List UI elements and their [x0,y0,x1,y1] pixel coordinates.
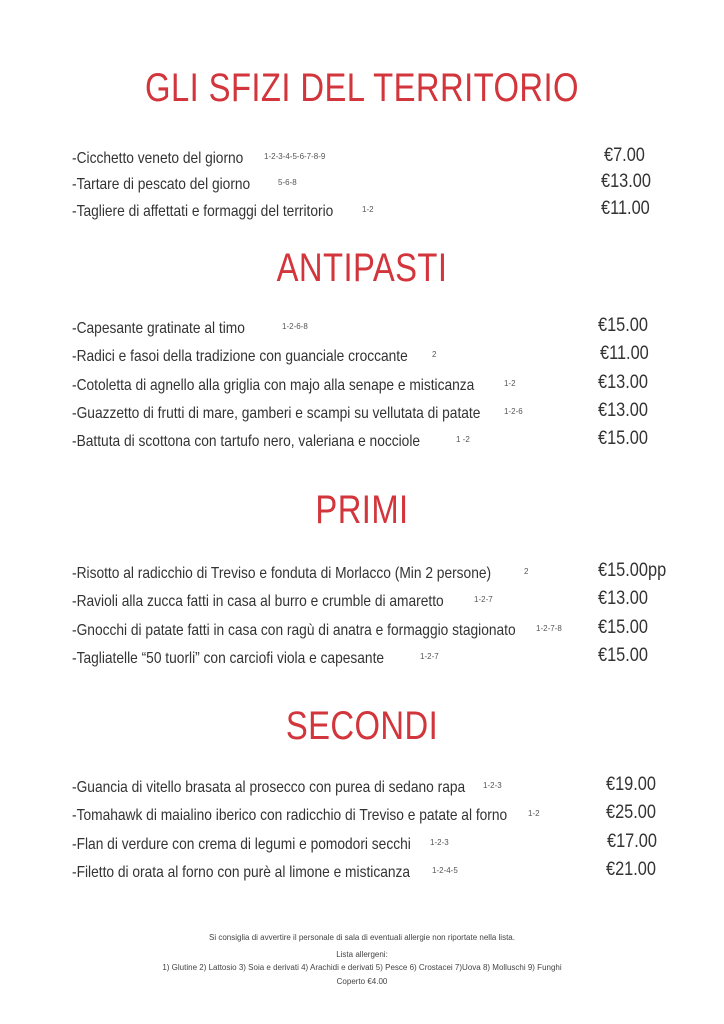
menu-item-price: €13.00 [598,372,648,393]
menu-item [0,315,724,344]
menu-item-name: -Battuta di scottona con tartufo nero, valeriana e nocciole [72,433,421,450]
section-title-sfizi: GLI SFIZI DEL TERRITORIO [145,66,579,110]
menu-item-price: €7.00 [604,145,645,166]
menu-item-price: €11.00 [601,198,650,219]
allergen-heading: Lista allergeni: [336,950,388,959]
menu-item-name: -Filetto di orata al forno con purè al limone e misticanza [72,864,411,881]
menu-item [0,859,724,888]
menu-item-price: €15.00 [598,617,648,638]
menu-item [0,831,724,860]
coperto-charge: Coperto €4.00 [336,977,388,986]
menu-item-name: -Tagliatelle “50 tuorli” con carciofi viola e capesante [72,650,385,667]
menu-item-name: -Guancia di vitello brasata al prosecco con purea di sedano rapa [72,779,466,796]
menu-item [0,400,724,429]
section-title-antipasti: ANTIPASTI [276,246,448,290]
menu-item-name: -Gnocchi di patate fatti in casa con ragù di anatra e formaggio stagionato [72,622,516,639]
menu-item-price: €15.00 [598,645,648,666]
section-title-secondi: SECONDI [285,704,439,748]
menu-item-allergens: 1-2 [528,809,540,818]
menu-item [0,198,724,227]
menu-item-price: €13.00 [598,588,648,609]
menu-item [0,645,724,674]
menu-item [0,774,724,803]
menu-item-name: -Tagliere di affettati e formaggi del territorio [72,203,334,220]
menu-item-name: -Tartare di pescato del giorno [72,176,251,193]
menu-item-allergens: 1-2-6 [504,407,523,416]
menu-item-name: -Cotoletta di agnello alla griglia con majo alla senape e misticanza [72,377,475,394]
menu-item-name: -Tomahawk di maialino iberico con radicchio di Treviso e patate al forno [72,807,508,824]
menu-item-price: €15.00pp [598,560,667,581]
menu-item-allergens: 2 [524,567,529,576]
allergen-list: 1) Glutine 2) Lattosio 3) Soia e derivati 4) Arachidi e derivati 5) Pesce 6) Crostacei 7)Uova 8) Molluschi 9) Funghi [162,963,562,972]
menu-item-price: €13.00 [601,171,651,192]
menu-item-allergens: 1-2 [504,379,516,388]
menu-item-allergens: 1-2-7 [420,652,439,661]
menu-item-allergens: 1-2-3 [430,838,449,847]
menu-item [0,588,724,617]
menu-item-price: €19.00 [606,774,656,795]
menu-item-allergens: 1-2-4-5 [432,866,458,875]
menu-item-price: €15.00 [598,315,648,336]
menu-item-allergens: 1-2-3 [483,781,502,790]
menu-item-price: €11.00 [600,343,649,364]
menu-item [0,560,724,589]
menu-item-allergens: 1-2-3-4-5-6-7-8-9 [264,152,326,161]
menu-item-name: -Flan di verdure con crema di legumi e pomodori secchi [72,836,411,853]
menu-item-allergens: 1-2-7 [474,595,493,604]
menu-item [0,428,724,457]
section-title-primi: PRIMI [315,488,409,532]
menu-item-price: €13.00 [598,400,648,421]
allergy-notice: Si consiglia di avvertire il personale di sala di eventuali allergie non riportate nella lista. [209,933,515,942]
menu-item-name: -Capesante gratinate al timo [72,320,245,337]
menu-item-price: €21.00 [606,859,656,880]
menu-item-allergens: 1-2-7-8 [536,624,562,633]
menu-item-allergens: 2 [432,350,437,359]
menu-item [0,617,724,646]
menu-item-allergens: 1-2-6-8 [282,322,308,331]
menu-item [0,343,724,372]
menu-item-name: -Guazzetto di frutti di mare, gamberi e scampi su vellutata di patate [72,405,481,422]
menu-item [0,372,724,401]
menu-item-allergens: 5-6-8 [278,178,297,187]
menu-item-price: €17.00 [607,831,657,852]
menu-item-name: -Cicchetto veneto del giorno [72,150,244,167]
menu-item [0,802,724,831]
menu-item-allergens: 1-2 [362,205,374,214]
menu-item-name: -Radici e fasoi della tradizione con guanciale croccante [72,348,408,365]
menu-item-name: -Ravioli alla zucca fatti in casa al burro e crumble di amaretto [72,593,444,610]
menu-item-price: €25.00 [606,802,656,823]
menu-item-price: €15.00 [598,428,648,449]
menu-item-allergens: 1 -2 [456,435,470,444]
menu-item-name: -Risotto al radicchio di Treviso e fonduta di Morlacco (Min 2 persone) [72,565,492,582]
